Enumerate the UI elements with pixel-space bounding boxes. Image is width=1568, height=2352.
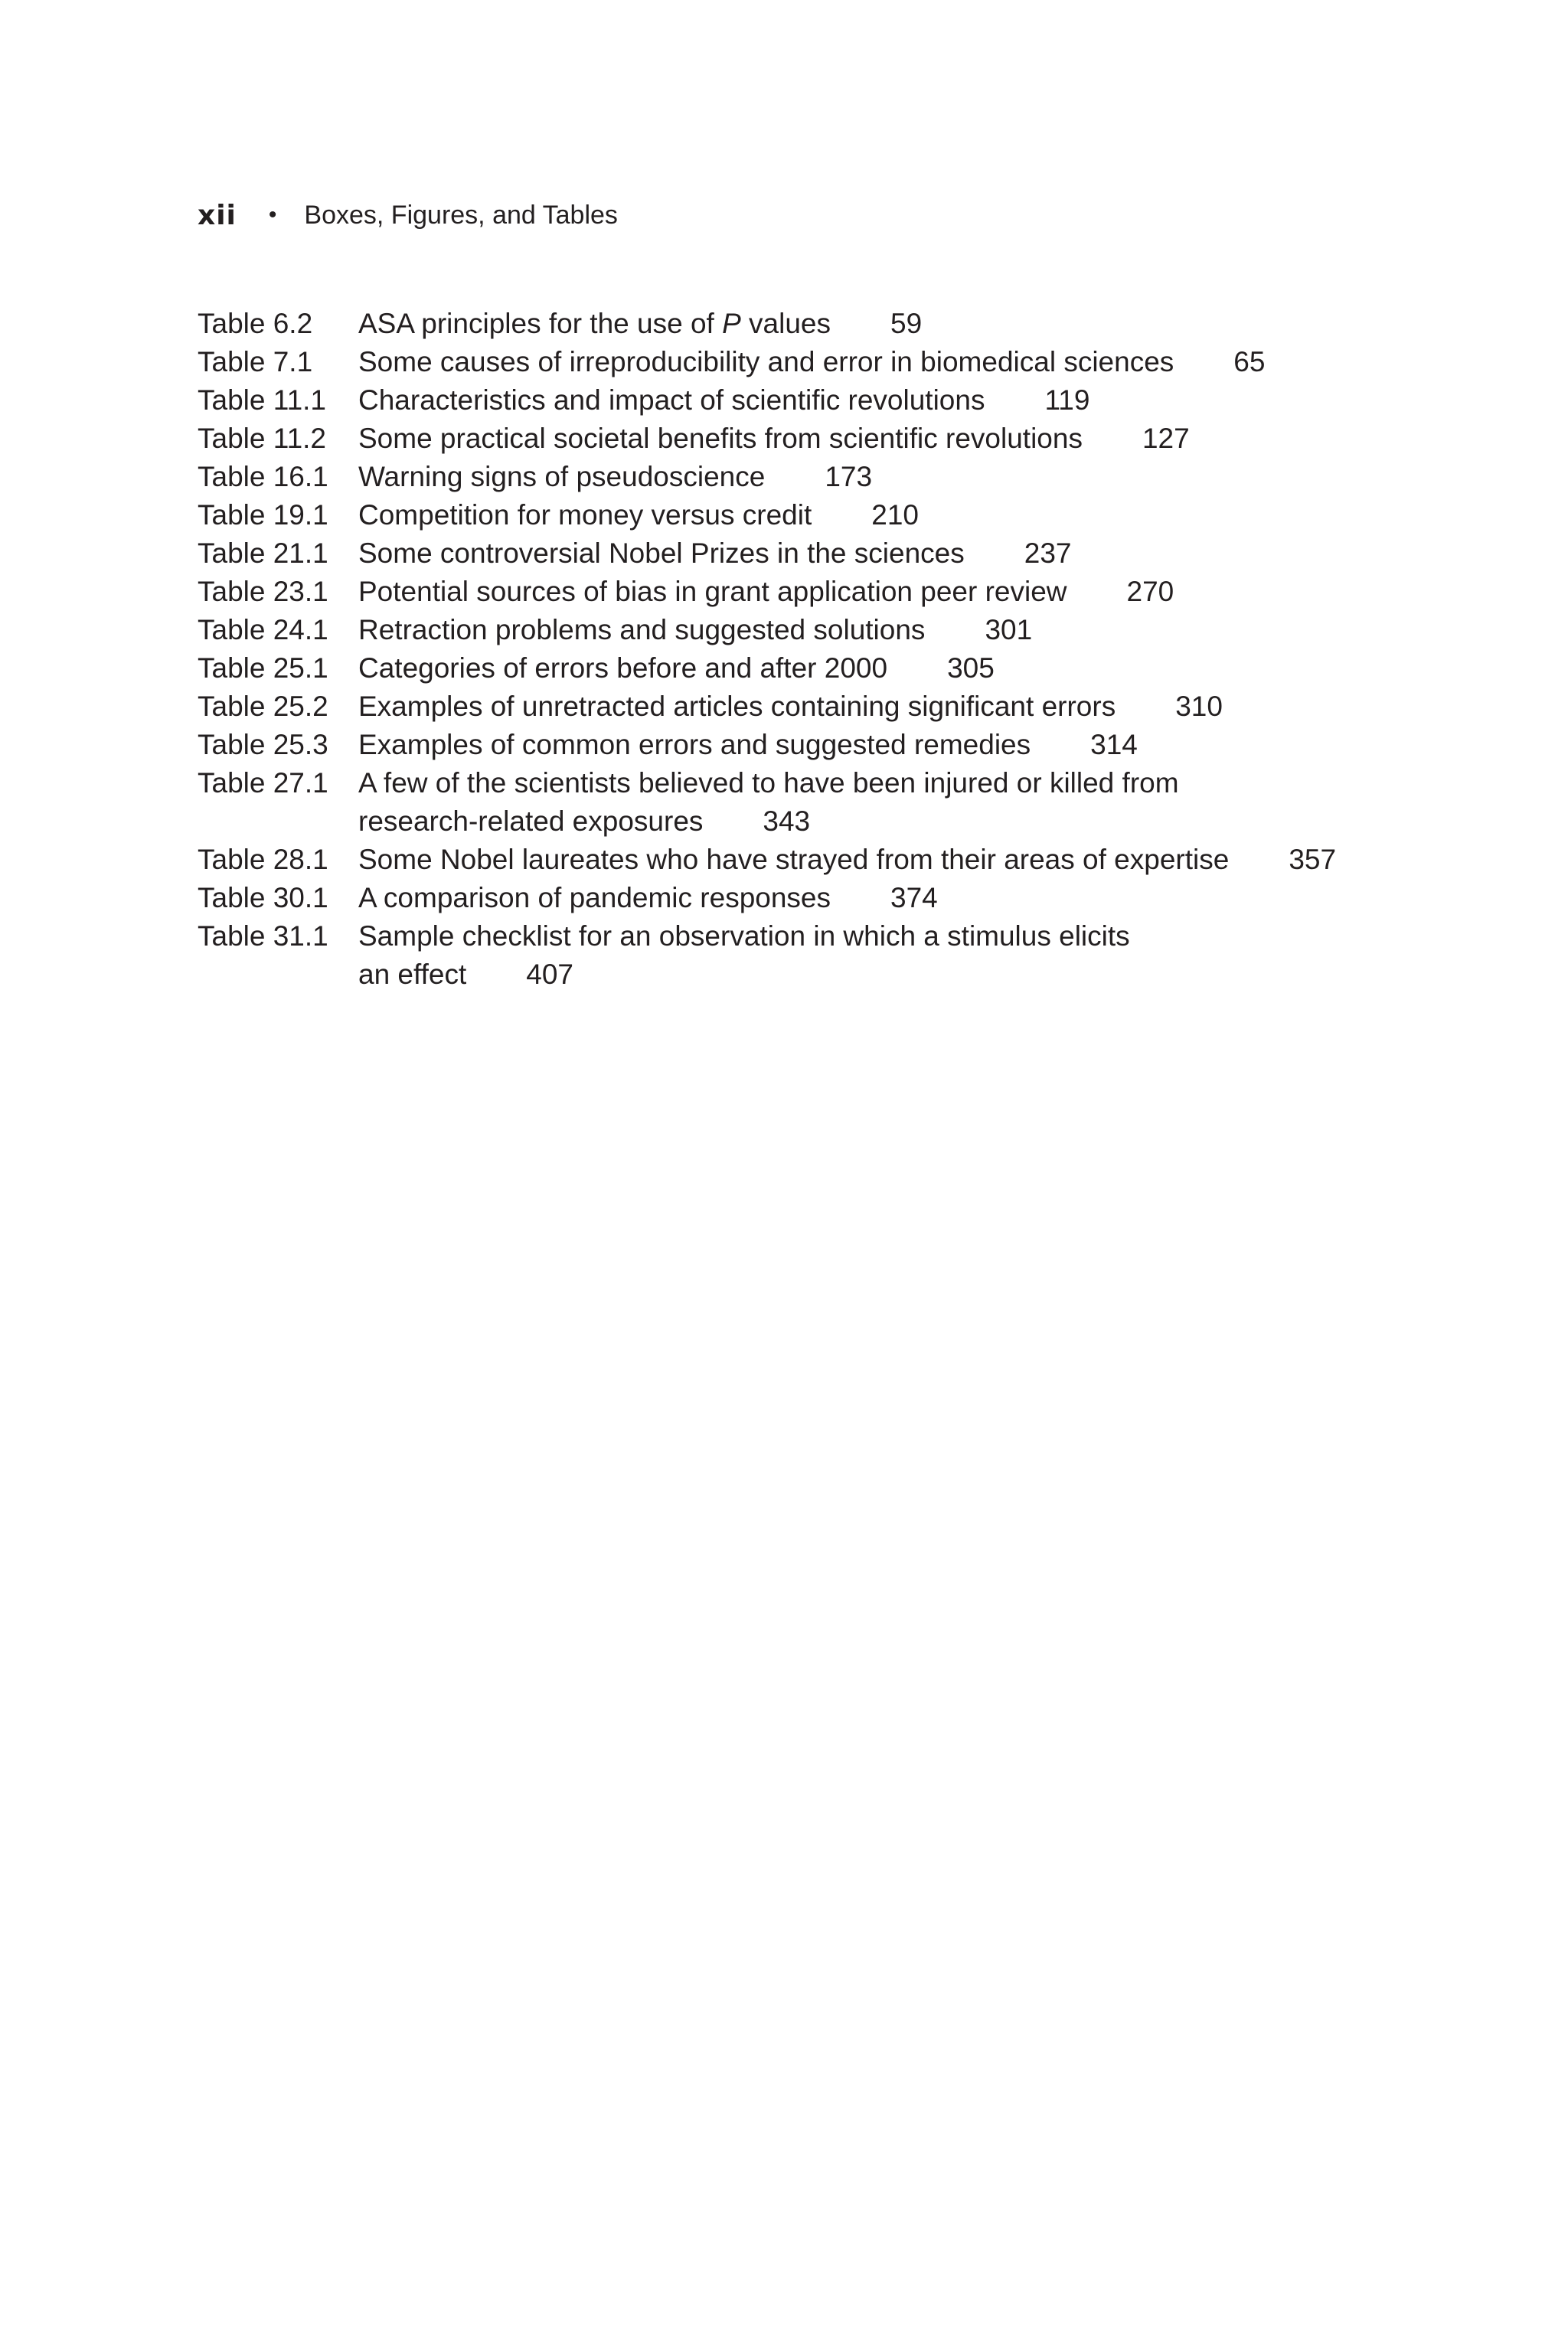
table-title-part: values <box>740 308 831 339</box>
table-number: Table 23.1 <box>198 576 328 607</box>
table-title-italic: P <box>722 308 741 339</box>
table-number: Table 28.1 <box>198 844 328 875</box>
separator-bullet: • <box>268 202 277 227</box>
table-number: Table 30.1 <box>198 882 328 913</box>
toc-entry-table-28-1[interactable] <box>198 841 1392 879</box>
table-number: Table 16.1 <box>198 461 328 492</box>
table-title-text: Characteristics and impact of scientific revolutions <box>358 384 985 416</box>
table-title-text: Some causes of irreproducibility and error in biomedical sciences <box>358 346 1174 377</box>
table-title-text: Examples of common errors and suggested remedies <box>358 729 1031 760</box>
table-title-text: Examples of unretracted articles containing significant errors <box>358 691 1116 722</box>
page-ref: 270 <box>1126 576 1174 607</box>
toc-entry-table-19-1[interactable] <box>198 496 1392 534</box>
table-title <box>358 381 1089 420</box>
table-number: Table 25.3 <box>198 729 328 760</box>
table-number: Table 31.1 <box>198 920 328 952</box>
table-title-line-2-wrap <box>358 802 1179 841</box>
toc-entry-table-7-1[interactable] <box>198 343 1392 381</box>
table-title <box>358 726 1138 764</box>
table-title-text: Competition for money versus credit <box>358 499 812 531</box>
toc-entry-table-23-1[interactable] <box>198 573 1392 611</box>
toc-entry-table-25-2[interactable] <box>198 688 1392 726</box>
page-ref: 65 <box>1233 346 1266 377</box>
toc-entry-table-25-1[interactable] <box>198 649 1392 688</box>
page-ref: 237 <box>1024 537 1072 569</box>
toc-entry-table-16-1[interactable] <box>198 458 1392 496</box>
table-title-line-2-wrap <box>358 956 1130 994</box>
toc-entry-table-27-1[interactable] <box>198 764 1392 841</box>
table-title <box>358 841 1336 879</box>
table-title-line-1: Sample checklist for an observation in which a stimulus elicits <box>358 920 1130 952</box>
page-ref: 173 <box>825 461 873 492</box>
table-title <box>358 764 1179 841</box>
table-title <box>358 573 1174 611</box>
page-ref: 357 <box>1289 844 1337 875</box>
table-title-text: A comparison of pandemic responses <box>358 882 831 913</box>
table-number: Table 25.2 <box>198 691 328 722</box>
running-head <box>198 196 618 234</box>
table-number: Table 27.1 <box>198 767 328 799</box>
toc-entry-table-25-3[interactable] <box>198 726 1392 764</box>
table-title-line-2: research-related exposures <box>358 805 704 837</box>
table-title-text: Categories of errors before and after 2000 <box>358 652 888 684</box>
table-number: Table 11.2 <box>198 423 326 454</box>
toc-entry-table-30-1[interactable] <box>198 879 1392 917</box>
table-number: Table 21.1 <box>198 537 328 569</box>
toc-entry-table-21-1[interactable] <box>198 534 1392 573</box>
table-title-line-1: A few of the scientists believed to have been injured or killed from <box>358 767 1179 799</box>
page-ref: 407 <box>526 959 573 990</box>
page-ref: 127 <box>1142 423 1190 454</box>
toc-entry-table-24-1[interactable] <box>198 611 1392 649</box>
table-title <box>358 420 1190 458</box>
table-title-text: Potential sources of bias in grant application peer review <box>358 576 1067 607</box>
table-title <box>358 534 1071 573</box>
toc-entry-table-11-2[interactable] <box>198 420 1392 458</box>
page-ref: 59 <box>890 308 923 339</box>
table-title-text: Retraction problems and suggested solutions <box>358 614 926 645</box>
page-ref: 343 <box>763 805 811 837</box>
page-ref: 301 <box>985 614 1033 645</box>
page-ref: 210 <box>871 499 919 531</box>
table-number: Table 6.2 <box>198 308 313 339</box>
page-ref: 374 <box>890 882 938 913</box>
toc-entry-table-11-1[interactable] <box>198 381 1392 420</box>
page-ref: 119 <box>1044 384 1090 416</box>
table-title <box>358 917 1130 994</box>
toc-entry-table-6-2[interactable] <box>198 305 1392 343</box>
tables-list <box>198 305 1392 994</box>
table-title <box>358 688 1223 726</box>
table-title-text: Warning signs of pseudoscience <box>358 461 766 492</box>
table-title <box>358 343 1265 381</box>
table-title <box>358 649 995 688</box>
table-title <box>358 458 872 496</box>
table-title-text: Some Nobel laureates who have strayed from their areas of expertise <box>358 844 1230 875</box>
page-ref: 314 <box>1090 729 1138 760</box>
table-title-part: ASA principles for the use of <box>358 308 723 339</box>
table-number: Table 7.1 <box>198 346 313 377</box>
page-ref: 310 <box>1175 691 1223 722</box>
page-ref: 305 <box>947 652 995 684</box>
table-title <box>358 879 938 917</box>
table-number: Table 24.1 <box>198 614 328 645</box>
toc-entry-table-31-1[interactable] <box>198 917 1392 994</box>
table-number: Table 19.1 <box>198 499 328 531</box>
table-title <box>358 496 919 534</box>
table-number: Table 11.1 <box>198 384 326 416</box>
table-title-text: Some controversial Nobel Prizes in the sciences <box>358 537 965 569</box>
table-title-text: Some practical societal benefits from scientific revolutions <box>358 423 1083 454</box>
table-number: Table 25.1 <box>198 652 328 684</box>
table-title <box>358 305 922 343</box>
table-title-line-2: an effect <box>358 959 467 990</box>
page-number: xii <box>198 199 237 231</box>
table-title <box>358 611 1032 649</box>
section-title: Boxes, Figures, and Tables <box>304 200 618 230</box>
